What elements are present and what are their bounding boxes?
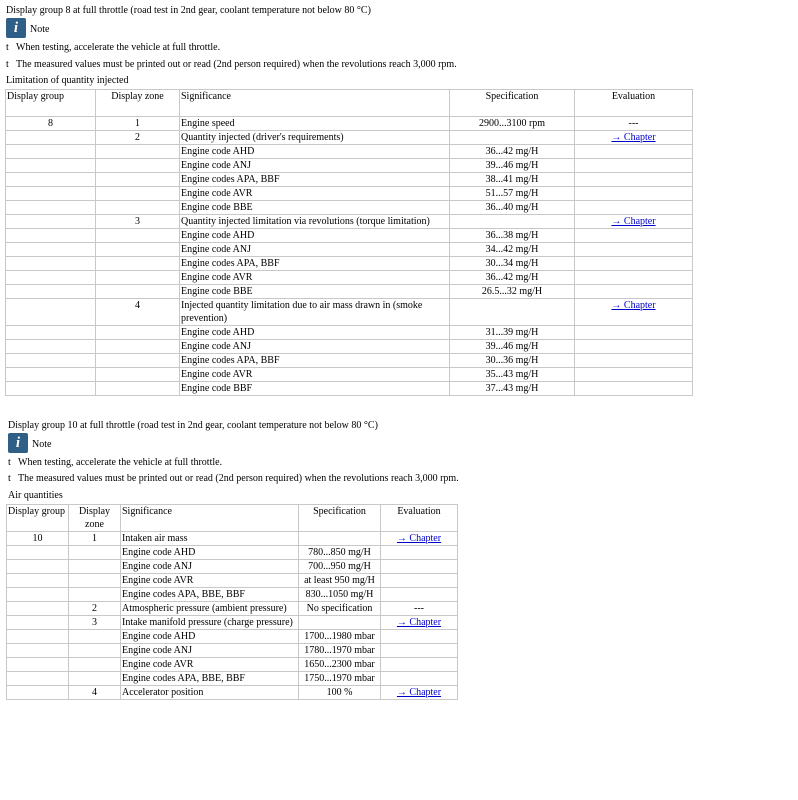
header-significance: Significance	[121, 505, 299, 532]
cell-display-group	[6, 215, 96, 229]
cell-specification: 51...57 mg/H	[450, 187, 575, 201]
cell-evaluation	[575, 201, 693, 215]
cell-display-zone: 3	[69, 616, 121, 630]
chapter-link[interactable]: → Chapter	[396, 687, 442, 698]
cell-specification: 1700...1980 mbar	[299, 630, 381, 644]
bullet-glyph: t	[6, 59, 9, 70]
table-row	[6, 117, 693, 131]
cell-display-group	[6, 131, 96, 145]
table-row	[6, 271, 693, 285]
cell-display-zone	[96, 340, 180, 354]
table-row	[6, 257, 693, 271]
cell-display-group	[6, 145, 96, 159]
note-bullet: t The measured values must be printed out or read (2nd person required) when the revolutions reach 3,000 rpm.	[8, 473, 459, 484]
cell-evaluation	[575, 145, 693, 159]
cell-specification: 39...46 mg/H	[450, 340, 575, 354]
table-row	[6, 368, 693, 382]
cell-significance: Engine code AVR	[121, 574, 299, 588]
table-row	[7, 602, 458, 616]
header-specification: Specification	[299, 505, 381, 532]
cell-specification	[299, 616, 381, 630]
chapter-link[interactable]: → Chapter	[611, 216, 656, 227]
cell-significance: Engine code AVR	[180, 187, 450, 201]
cell-specification: 36...42 mg/H	[450, 271, 575, 285]
cell-significance: Engine codes APA, BBE, BBF	[121, 588, 299, 602]
header-display-zone: Display zone	[69, 505, 121, 532]
cell-evaluation	[575, 382, 693, 396]
cell-significance: Engine codes APA, BBF	[180, 173, 450, 187]
cell-display-group	[7, 560, 69, 574]
cell-significance: Atmospheric pressure (ambient pressure)	[121, 602, 299, 616]
cell-evaluation	[381, 574, 458, 588]
cell-evaluation	[381, 560, 458, 574]
cell-display-group	[7, 658, 69, 672]
header-display-group: Display group	[6, 90, 96, 117]
table-row	[7, 588, 458, 602]
cell-specification: 30...34 mg/H	[450, 257, 575, 271]
table-row	[7, 616, 458, 630]
cell-specification	[450, 215, 575, 229]
cell-display-zone: 3	[96, 215, 180, 229]
cell-display-zone: 4	[69, 686, 121, 700]
table-row	[7, 658, 458, 672]
cell-evaluation	[381, 588, 458, 602]
cell-display-zone	[96, 187, 180, 201]
cell-significance: Engine code ANJ	[180, 159, 450, 173]
cell-display-group	[6, 159, 96, 173]
cell-evaluation	[575, 187, 693, 201]
cell-evaluation	[575, 299, 693, 326]
cell-evaluation	[575, 354, 693, 368]
table-row	[6, 229, 693, 243]
cell-display-group: 8	[6, 117, 96, 131]
cell-significance: Engine code ANJ	[180, 340, 450, 354]
header-display-zone: Display zone	[96, 90, 180, 117]
chapter-link[interactable]: → Chapter	[396, 617, 442, 628]
cell-display-zone	[69, 588, 121, 602]
cell-significance: Intake manifold pressure (charge pressure)	[121, 616, 299, 630]
cell-significance: Engine code AVR	[121, 658, 299, 672]
cell-specification: 1650...2300 mbar	[299, 658, 381, 672]
header-evaluation: Evaluation	[575, 90, 693, 117]
cell-display-group	[6, 187, 96, 201]
cell-significance: Engine codes APA, BBF	[180, 257, 450, 271]
cell-significance: Engine codes APA, BBF	[180, 354, 450, 368]
table-row	[6, 299, 693, 326]
chapter-link[interactable]: → Chapter	[611, 132, 656, 143]
cell-specification: at least 950 mg/H	[299, 574, 381, 588]
cell-display-zone: 1	[96, 117, 180, 131]
cell-display-zone: 2	[96, 131, 180, 145]
data-table	[5, 89, 693, 396]
table-subtitle: Limitation of quantity injected	[6, 75, 129, 86]
cell-display-zone	[96, 201, 180, 215]
cell-display-zone: 1	[69, 532, 121, 546]
cell-specification: 2900...3100 rpm	[450, 117, 575, 131]
cell-specification: 830...1050 mg/H	[299, 588, 381, 602]
cell-display-group	[6, 173, 96, 187]
cell-specification: 35...43 mg/H	[450, 368, 575, 382]
cell-display-zone: 2	[69, 602, 121, 616]
cell-display-group	[6, 382, 96, 396]
cell-display-group	[6, 326, 96, 340]
cell-specification: 34...42 mg/H	[450, 243, 575, 257]
cell-display-group	[6, 340, 96, 354]
cell-display-zone	[96, 354, 180, 368]
note-label: Note	[32, 439, 52, 450]
cell-specification: 1750...1970 mbar	[299, 672, 381, 686]
cell-significance: Engine code ANJ	[121, 644, 299, 658]
bullet-glyph: t	[6, 42, 9, 53]
cell-display-group	[6, 354, 96, 368]
cell-display-group	[6, 368, 96, 382]
table-row	[6, 187, 693, 201]
table-row	[6, 215, 693, 229]
cell-specification: 36...40 mg/H	[450, 201, 575, 215]
table-row	[7, 532, 458, 546]
cell-display-group: 10	[7, 532, 69, 546]
cell-significance: Intaken air mass	[121, 532, 299, 546]
cell-display-zone: 4	[96, 299, 180, 326]
cell-specification: 700...950 mg/H	[299, 560, 381, 574]
cell-evaluation	[575, 159, 693, 173]
cell-evaluation	[575, 257, 693, 271]
note-label: Note	[30, 24, 50, 35]
cell-display-zone	[69, 630, 121, 644]
cell-display-zone	[96, 145, 180, 159]
cell-display-group	[6, 299, 96, 326]
cell-significance: Engine speed	[180, 117, 450, 131]
cell-specification	[299, 532, 381, 546]
cell-significance: Accelerator position	[121, 686, 299, 700]
cell-specification: No specification	[299, 602, 381, 616]
cell-significance: Engine code BBE	[180, 285, 450, 299]
cell-specification: 30...36 mg/H	[450, 354, 575, 368]
cell-specification	[450, 299, 575, 326]
cell-specification: 780...850 mg/H	[299, 546, 381, 560]
cell-significance: Engine code AHD	[180, 229, 450, 243]
cell-display-group	[7, 616, 69, 630]
cell-display-zone	[96, 285, 180, 299]
cell-evaluation	[575, 340, 693, 354]
cell-significance: Quantity injected limitation via revolutions (torque limitation)	[180, 215, 450, 229]
cell-display-zone	[96, 173, 180, 187]
cell-evaluation: ---	[381, 602, 458, 616]
bullet-glyph: t	[8, 457, 11, 468]
cell-display-group	[7, 672, 69, 686]
cell-specification: 37...43 mg/H	[450, 382, 575, 396]
table-row	[6, 285, 693, 299]
table-row	[6, 340, 693, 354]
cell-evaluation	[575, 285, 693, 299]
cell-display-group	[6, 271, 96, 285]
cell-display-group	[7, 630, 69, 644]
cell-display-zone	[69, 560, 121, 574]
cell-evaluation	[381, 546, 458, 560]
cell-evaluation	[381, 630, 458, 644]
cell-display-zone	[96, 159, 180, 173]
cell-significance: Engine code AVR	[180, 271, 450, 285]
cell-display-group	[6, 285, 96, 299]
cell-specification: 38...41 mg/H	[450, 173, 575, 187]
cell-display-group	[6, 201, 96, 215]
cell-display-zone	[96, 257, 180, 271]
cell-significance: Engine code AHD	[180, 326, 450, 340]
table-row	[7, 644, 458, 658]
note-bullet: t The measured values must be printed out or read (2nd person required) when the revolutions reach 3,000 rpm.	[6, 59, 457, 70]
table-row	[6, 382, 693, 396]
cell-specification: 1780...1970 mbar	[299, 644, 381, 658]
table-row	[6, 354, 693, 368]
section-heading: Display group 10 at full throttle (road test in 2nd gear, coolant temperature not below 80 °C)	[8, 420, 378, 431]
cell-specification: 31...39 mg/H	[450, 326, 575, 340]
cell-display-group	[7, 644, 69, 658]
cell-significance: Engine codes APA, BBE, BBF	[121, 672, 299, 686]
cell-evaluation	[575, 271, 693, 285]
note-box	[6, 18, 76, 38]
chapter-link[interactable]: → Chapter	[611, 300, 656, 311]
note-bullet: t When testing, accelerate the vehicle at full throttle.	[8, 457, 223, 468]
cell-display-zone	[69, 644, 121, 658]
table-header-row	[6, 90, 693, 117]
cell-display-group	[6, 243, 96, 257]
table-row	[6, 173, 693, 187]
cell-evaluation	[575, 368, 693, 382]
cell-display-group	[6, 257, 96, 271]
table-header-row	[7, 505, 458, 532]
cell-display-group	[7, 588, 69, 602]
cell-display-zone	[96, 271, 180, 285]
cell-specification: 100 %	[299, 686, 381, 700]
cell-display-zone	[69, 658, 121, 672]
cell-specification: 36...38 mg/H	[450, 229, 575, 243]
cell-display-group	[6, 229, 96, 243]
cell-specification: 26.5...32 mg/H	[450, 285, 575, 299]
cell-display-zone	[96, 326, 180, 340]
cell-significance: Injected quantity limitation due to air mass drawn in (smoke prevention)	[180, 299, 450, 326]
cell-evaluation	[575, 131, 693, 145]
cell-significance: Engine code ANJ	[180, 243, 450, 257]
bullet-glyph: t	[8, 473, 11, 484]
cell-significance: Engine code AVR	[180, 368, 450, 382]
header-significance: Significance	[180, 90, 450, 117]
header-display-group: Display group	[7, 505, 69, 532]
cell-display-zone	[69, 546, 121, 560]
cell-evaluation	[381, 616, 458, 630]
header-specification: Specification	[450, 90, 575, 117]
cell-evaluation	[381, 686, 458, 700]
cell-display-group	[7, 546, 69, 560]
table-row	[7, 574, 458, 588]
cell-evaluation	[381, 658, 458, 672]
table-row	[7, 630, 458, 644]
info-icon: i	[6, 18, 26, 38]
cell-significance: Engine code BBF	[180, 382, 450, 396]
header-evaluation: Evaluation	[381, 505, 458, 532]
note-bullet: t When testing, accelerate the vehicle at full throttle.	[6, 42, 221, 53]
table-row	[6, 145, 693, 159]
cell-significance: Engine code BBE	[180, 201, 450, 215]
cell-display-zone	[96, 368, 180, 382]
table-row	[7, 672, 458, 686]
table-subtitle: Air quantities	[8, 490, 63, 501]
cell-evaluation	[575, 229, 693, 243]
cell-display-group	[7, 574, 69, 588]
table-row	[7, 560, 458, 574]
table-row	[6, 131, 693, 145]
cell-significance: Engine code AHD	[121, 546, 299, 560]
cell-evaluation: ---	[575, 117, 693, 131]
cell-significance: Engine code AHD	[180, 145, 450, 159]
table-row	[7, 546, 458, 560]
cell-display-zone	[96, 229, 180, 243]
cell-evaluation	[381, 644, 458, 658]
cell-evaluation	[575, 326, 693, 340]
cell-specification	[450, 131, 575, 145]
cell-evaluation	[575, 243, 693, 257]
table-row	[6, 201, 693, 215]
section-heading: Display group 8 at full throttle (road test in 2nd gear, coolant temperature not below 80 °C)	[6, 5, 371, 16]
cell-evaluation	[575, 215, 693, 229]
table-row	[7, 686, 458, 700]
cell-display-zone	[69, 672, 121, 686]
data-table	[6, 504, 458, 700]
table-row	[6, 159, 693, 173]
cell-specification: 39...46 mg/H	[450, 159, 575, 173]
cell-display-zone	[69, 574, 121, 588]
cell-significance: Quantity injected (driver's requirements)	[180, 131, 450, 145]
cell-display-zone	[96, 382, 180, 396]
cell-evaluation	[575, 173, 693, 187]
info-icon: i	[8, 433, 28, 453]
table-row	[6, 243, 693, 257]
cell-display-group	[7, 686, 69, 700]
cell-display-group	[7, 602, 69, 616]
cell-specification: 36...42 mg/H	[450, 145, 575, 159]
cell-evaluation	[381, 532, 458, 546]
table-row	[6, 326, 693, 340]
cell-significance: Engine code ANJ	[121, 560, 299, 574]
note-box	[8, 433, 78, 453]
chapter-link[interactable]: → Chapter	[396, 533, 442, 544]
cell-significance: Engine code AHD	[121, 630, 299, 644]
cell-display-zone	[96, 243, 180, 257]
cell-evaluation	[381, 672, 458, 686]
